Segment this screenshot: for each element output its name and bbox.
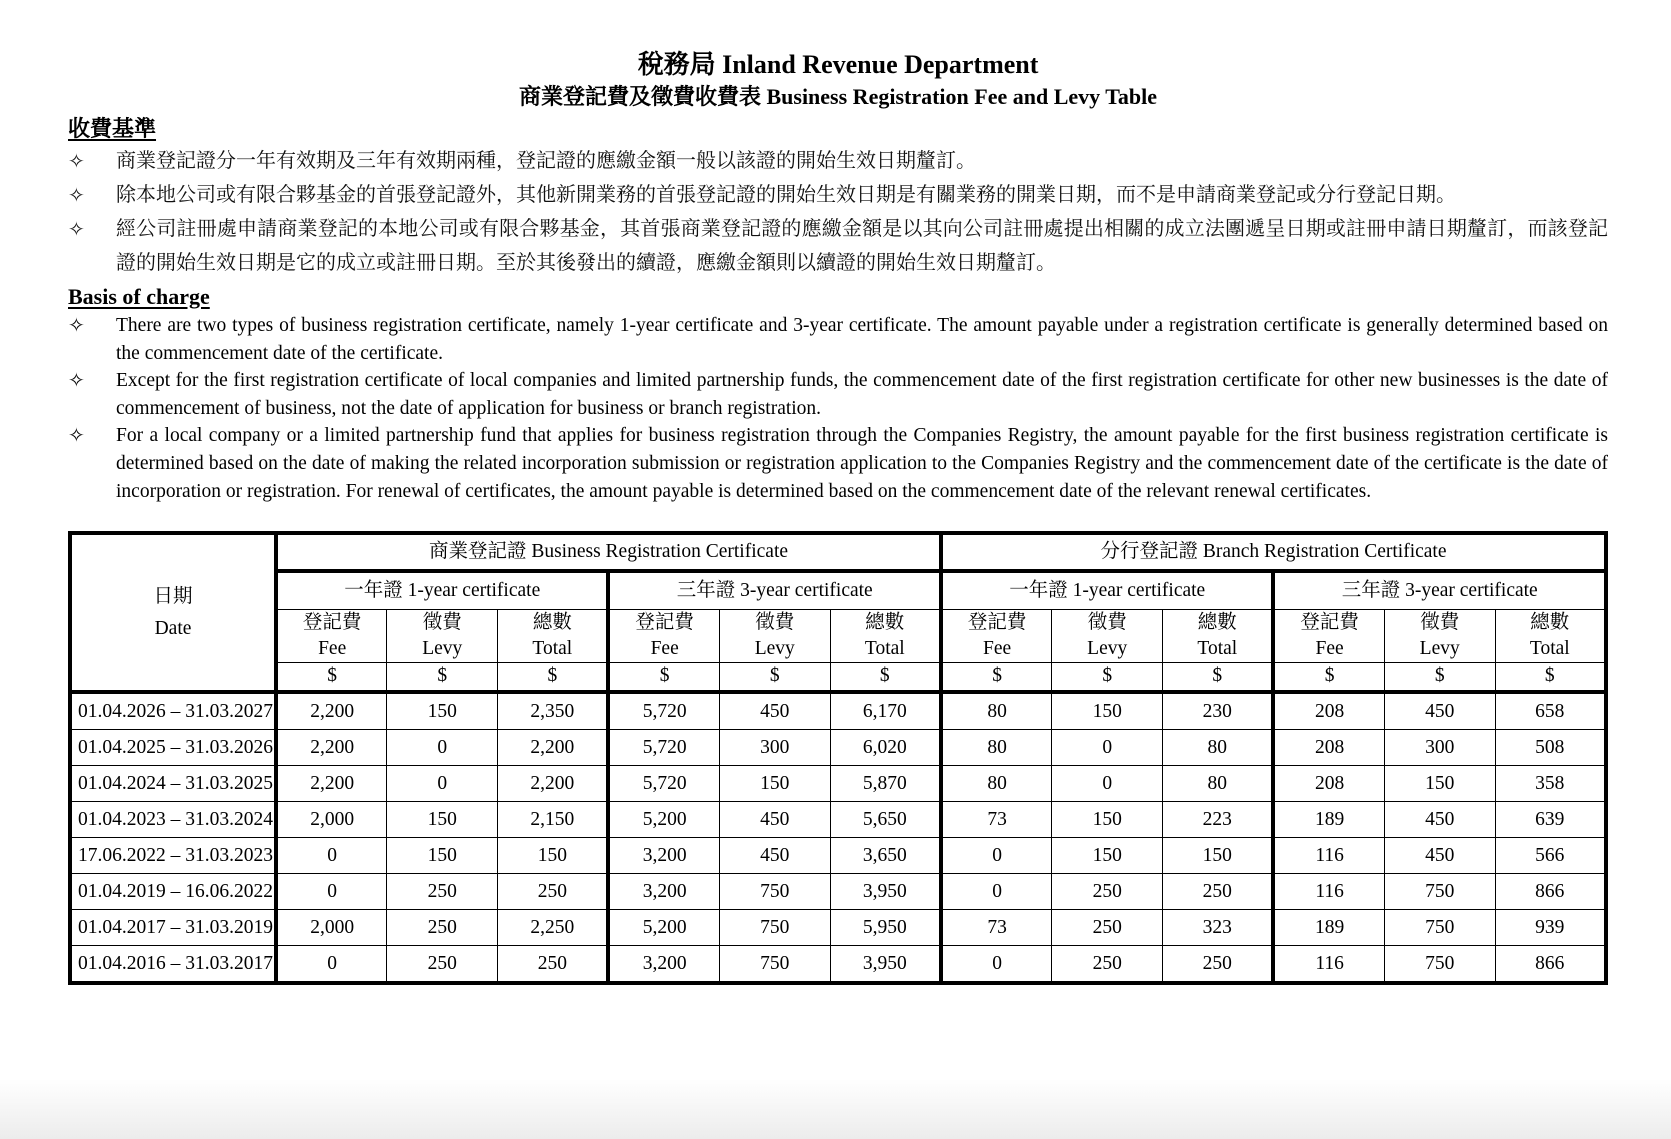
column-header-row [70,609,1606,662]
total-cell: 3,650 [830,838,941,874]
levy-cell: 150 [387,838,498,874]
fee-cell: 5,720 [608,730,719,766]
fee-column-header: 登記費 Fee [276,609,387,662]
currency-unit: $ [719,662,830,692]
total-cell: 658 [1495,692,1606,730]
fee-column-header: 登記費 Fee [941,609,1052,662]
basis-text: For a local company or a limited partnership fund that applies for business registration through the Companies Registry, the amount payable for the first business registration certificate is determined based on the date of making the related incorporation submission or registration application to the Companies Registry and the commencement date of the certificate is the date of incorporation or registration. For renewal of certificates, the amount payable is determined based on the commencement date of the relevant renewal certificates. [116,425,1608,502]
levy-cell: 750 [1384,910,1495,946]
branch-1-year-header: 一年證 1-year certificate [941,571,1273,609]
levy-cell: 300 [719,730,830,766]
fee-cell: 116 [1273,946,1384,984]
fee-cell: 116 [1273,838,1384,874]
table-title: 商業登記費及徵費收費表 Business Registration Fee and Levy Table [518,84,1158,109]
levy-cell: 150 [1384,766,1495,802]
currency-unit: $ [1384,662,1495,692]
basis-item-en [68,312,1608,367]
total-cell: 566 [1495,838,1606,874]
levy-cell: 750 [1384,874,1495,910]
basis-text: 經公司註冊處申請商業登記的本地公司或有限合夥基金，其首張商業登記證的應繳金額是以其向公司註冊處提出相關的成立法團遞呈日期或註冊申請日期釐訂，而該登記證的開始生效日期是它的成立或註冊日期。至於其後發出的續證，應繳金額則以續證的開始生效日期釐訂。 [116,218,1608,274]
levy-cell: 0 [387,766,498,802]
fee-column-header: 登記費 Fee [608,609,719,662]
branch-3-year-header: 三年證 3-year certificate [1273,571,1606,609]
basis-text: 除本地公司或有限合夥基金的首張登記證外，其他新開業務的首張登記證的開始生效日期是有關業務的開業日期，而不是申請商業登記或分行登記日期。 [116,184,1456,206]
table-row [70,946,1606,984]
date-range-cell: 01.04.2019 – 16.06.2022 [70,874,276,910]
levy-cell: 250 [1052,910,1163,946]
total-cell: 250 [498,946,609,984]
table-row [70,910,1606,946]
fee-cell: 0 [941,874,1052,910]
date-range-cell: 01.04.2016 – 31.03.2017 [70,946,276,984]
fee-cell: 0 [276,946,387,984]
levy-cell: 450 [719,692,830,730]
total-cell: 3,950 [830,946,941,984]
branch-registration-group-header: 分行登記證 Branch Registration Certificate [941,533,1606,571]
total-cell: 5,650 [830,802,941,838]
currency-unit: $ [498,662,609,692]
fee-cell: 5,720 [608,692,719,730]
fee-cell: 80 [941,730,1052,766]
fee-cell: 0 [276,838,387,874]
date-range-cell: 01.04.2025 – 31.03.2026 [70,730,276,766]
basis-heading-zh: 收費基準 [68,116,157,141]
levy-column-header: 徵費 Levy [1052,609,1163,662]
unit-row [70,662,1606,692]
levy-cell: 450 [719,802,830,838]
levy-cell: 450 [1384,838,1495,874]
date-header-en: Date [154,617,192,639]
total-cell: 866 [1495,874,1606,910]
fee-cell: 189 [1273,802,1384,838]
total-cell: 150 [498,838,609,874]
basis-heading-en: Basis of charge [68,284,210,309]
total-cell: 2,150 [498,802,609,838]
levy-cell: 450 [719,838,830,874]
total-column-header: 總數 Total [1495,609,1606,662]
table-row [70,874,1606,910]
total-cell: 2,250 [498,910,609,946]
diamond-outline-icon: ✧ [68,313,85,337]
levy-cell: 750 [719,946,830,984]
total-cell: 150 [1163,838,1274,874]
levy-cell: 250 [387,946,498,984]
levy-cell: 250 [1052,946,1163,984]
fee-cell: 208 [1273,692,1384,730]
br-1-year-header: 一年證 1-year certificate [276,571,608,609]
basis-item-en [68,422,1608,505]
levy-cell: 150 [1052,692,1163,730]
levy-cell: 300 [1384,730,1495,766]
total-cell: 3,950 [830,874,941,910]
date-header-zh: 日期 [153,585,193,607]
total-cell: 250 [498,874,609,910]
fee-cell: 0 [276,874,387,910]
levy-cell: 450 [1384,802,1495,838]
fee-cell: 2,000 [276,910,387,946]
total-cell: 6,170 [830,692,941,730]
currency-unit: $ [941,662,1052,692]
table-row [70,766,1606,802]
total-cell: 80 [1163,730,1274,766]
levy-cell: 150 [1052,838,1163,874]
currency-unit: $ [1495,662,1606,692]
fee-cell: 2,200 [276,692,387,730]
currency-unit: $ [276,662,387,692]
fee-cell: 2,200 [276,766,387,802]
currency-unit: $ [387,662,498,692]
basis-text: 商業登記證分一年有效期及三年有效期兩種，登記證的應繳金額一般以該證的開始生效日期釐訂。 [116,150,976,172]
total-cell: 250 [1163,874,1274,910]
levy-cell: 250 [387,874,498,910]
levy-cell: 0 [387,730,498,766]
table-row [70,692,1606,730]
basis-item-zh [68,178,1608,212]
levy-cell: 250 [1052,874,1163,910]
total-cell: 639 [1495,802,1606,838]
fee-cell: 5,720 [608,766,719,802]
fee-cell: 80 [941,692,1052,730]
fee-levy-table [68,531,1608,985]
br-3-year-header: 三年證 3-year certificate [608,571,940,609]
total-cell: 358 [1495,766,1606,802]
fee-cell: 3,200 [608,838,719,874]
levy-column-header: 徵費 Levy [1384,609,1495,662]
total-cell: 80 [1163,766,1274,802]
total-cell: 6,020 [830,730,941,766]
total-cell: 5,950 [830,910,941,946]
table-row [70,802,1606,838]
date-range-cell: 01.04.2024 – 31.03.2025 [70,766,276,802]
title-block [68,48,1608,112]
table-row [70,838,1606,874]
fee-cell: 116 [1273,874,1384,910]
levy-cell: 0 [1052,766,1163,802]
date-range-cell: 01.04.2023 – 31.03.2024 [70,802,276,838]
total-column-header: 總數 Total [1163,609,1274,662]
levy-cell: 150 [387,692,498,730]
total-cell: 508 [1495,730,1606,766]
diamond-outline-icon: ✧ [68,368,85,393]
fee-cell: 5,200 [608,802,719,838]
total-cell: 2,350 [498,692,609,730]
total-cell: 866 [1495,946,1606,984]
basis-item-zh [68,212,1608,280]
total-cell: 250 [1163,946,1274,984]
fee-cell: 0 [941,838,1052,874]
total-column-header: 總數 Total [498,609,609,662]
table-row [70,730,1606,766]
fee-column-header: 登記費 Fee [1273,609,1384,662]
levy-cell: 750 [719,910,830,946]
total-cell: 323 [1163,910,1274,946]
fee-cell: 208 [1273,730,1384,766]
levy-column-header: 徵費 Levy [387,609,498,662]
basis-list-zh [68,144,1608,280]
levy-column-header: 徵費 Levy [719,609,830,662]
currency-unit: $ [1163,662,1274,692]
fee-cell: 73 [941,910,1052,946]
total-cell: 230 [1163,692,1274,730]
levy-cell: 450 [1384,692,1495,730]
fee-cell: 5,200 [608,910,719,946]
fee-cell: 2,200 [276,730,387,766]
fee-cell: 189 [1273,910,1384,946]
basis-text: Except for the first registration certificate of local companies and limited partnership funds, the commencement date of the first registration certificate for other new businesses is the date of commencement of business, not the date of application for business or branch registration. [116,370,1608,419]
basis-item-en [68,367,1608,422]
total-cell: 2,200 [498,730,609,766]
document-page [68,48,1608,985]
currency-unit: $ [608,662,719,692]
currency-unit: $ [830,662,941,692]
page-bottom-shadow [0,1079,1671,1139]
total-column-header: 總數 Total [830,609,941,662]
diamond-outline-icon: ✧ [68,149,85,173]
levy-cell: 0 [1052,730,1163,766]
fee-cell: 80 [941,766,1052,802]
diamond-outline-icon: ✧ [68,183,85,207]
levy-cell: 750 [1384,946,1495,984]
levy-cell: 250 [387,910,498,946]
fee-cell: 73 [941,802,1052,838]
diamond-outline-icon: ✧ [68,217,85,241]
fee-cell: 2,000 [276,802,387,838]
department-title: 稅務局 Inland Revenue Department [637,50,1039,79]
diamond-outline-icon: ✧ [68,423,85,448]
total-cell: 939 [1495,910,1606,946]
levy-cell: 750 [719,874,830,910]
fee-cell: 0 [941,946,1052,984]
levy-cell: 150 [387,802,498,838]
business-registration-group-header: 商業登記證 Business Registration Certificate [276,533,941,571]
currency-unit: $ [1273,662,1384,692]
date-range-cell: 01.04.2026 – 31.03.2027 [70,692,276,730]
date-column-header [70,533,276,692]
total-cell: 223 [1163,802,1274,838]
levy-cell: 150 [1052,802,1163,838]
total-cell: 5,870 [830,766,941,802]
total-cell: 2,200 [498,766,609,802]
date-range-cell: 01.04.2017 – 31.03.2019 [70,910,276,946]
table-body [70,692,1606,983]
basis-text: There are two types of business registration certificate, namely 1-year certificate and 3-year certificate. The amount payable under a registration certificate is generally determined based on the commencement date of the certificate. [116,315,1608,364]
fee-cell: 208 [1273,766,1384,802]
basis-list-en [68,312,1608,505]
levy-cell: 150 [719,766,830,802]
fee-cell: 3,200 [608,874,719,910]
currency-unit: $ [1052,662,1163,692]
date-range-cell: 17.06.2022 – 31.03.2023 [70,838,276,874]
fee-cell: 3,200 [608,946,719,984]
basis-item-zh [68,144,1608,178]
